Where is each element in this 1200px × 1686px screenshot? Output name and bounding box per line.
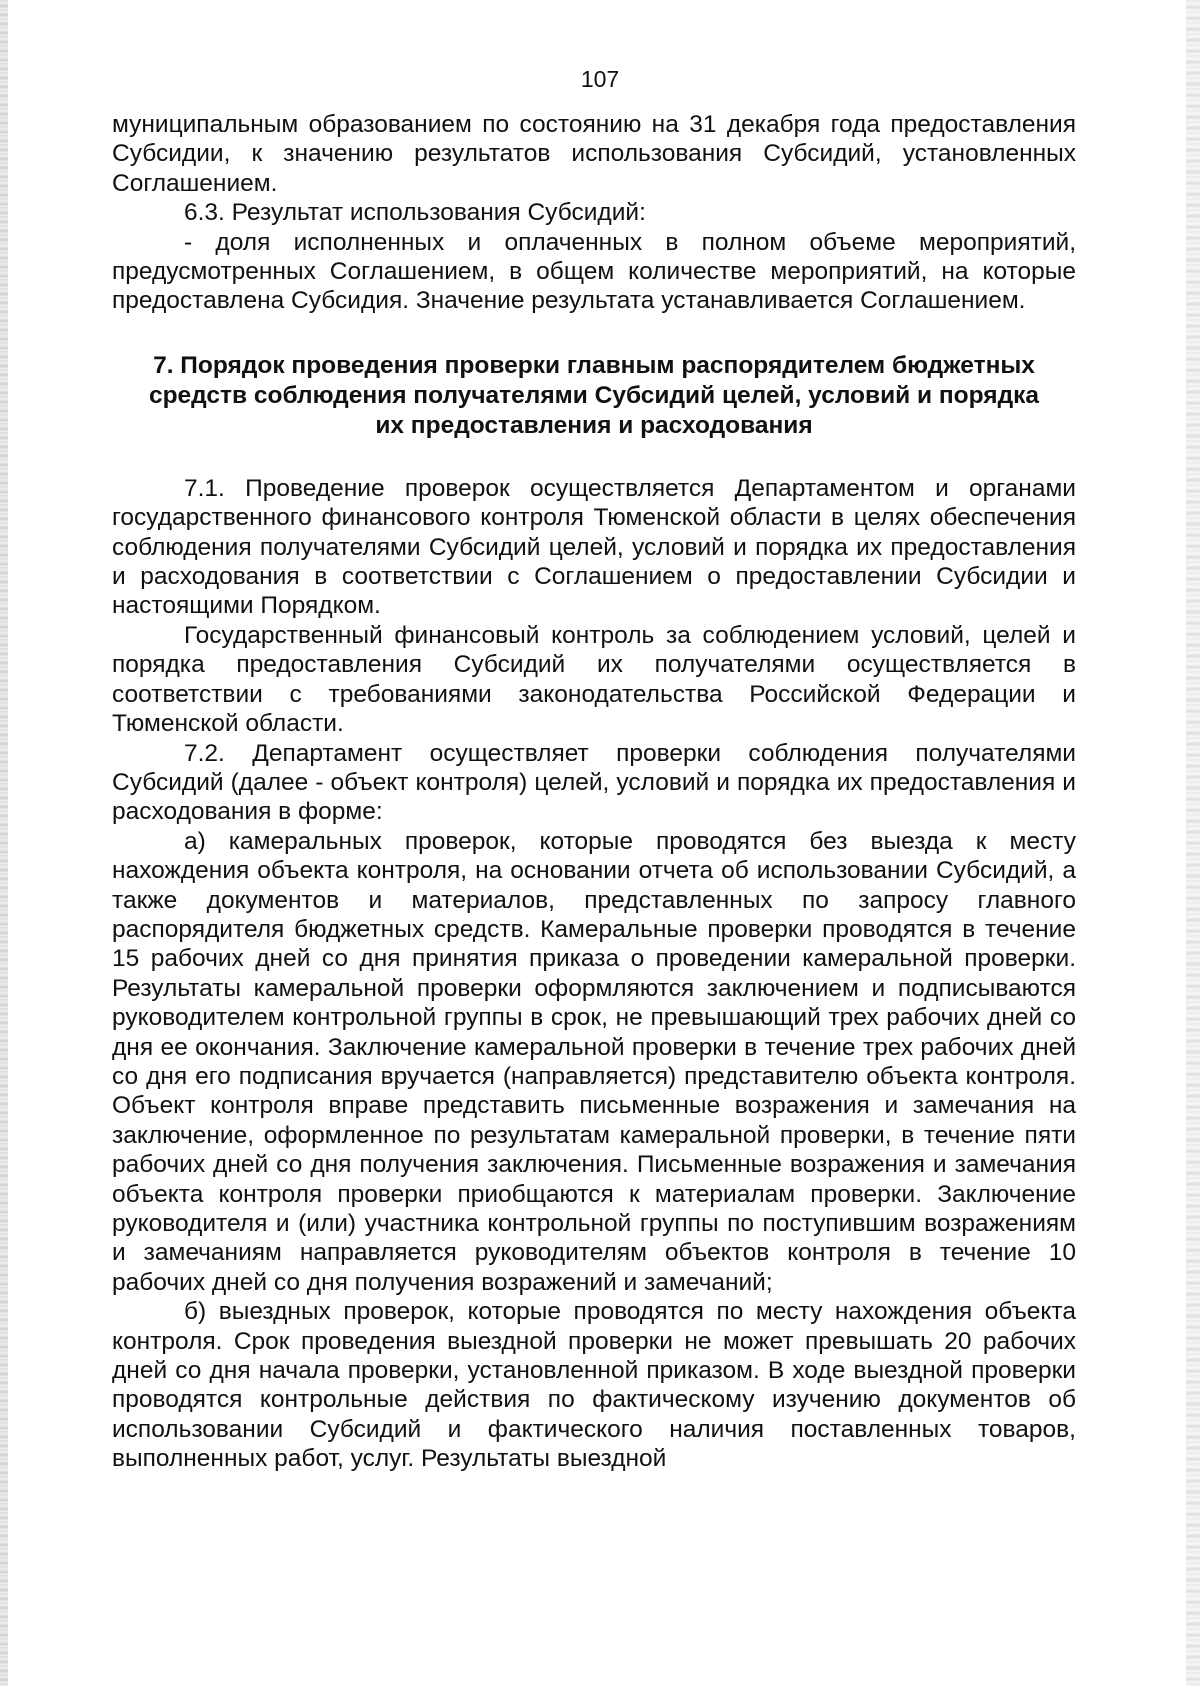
paragraph-result-share: - доля исполненных и оплаченных в полном объеме мероприятий, предусмотренных Соглашением, в общем количестве мероприятий, на которые предоставлена Субсидия. Значение результата устанавливается Соглашением. [112, 228, 1076, 315]
document-body [112, 110, 1076, 1474]
paragraph-continuation: муниципальным образованием по состоянию на 31 декабря года предоставления Субсидии, к значению результатов использования Субсидий, установленных Соглашением. [112, 111, 1076, 197]
section-7-heading-line-1: 7. Порядок проведения проверки главным распорядителем бюджетных [153, 351, 1035, 379]
page-number: 107 [580, 66, 620, 92]
scan-edge-right [1186, 0, 1200, 1686]
paragraph-6-3: 6.3. Результат использования Субсидий: [184, 199, 646, 227]
section-7-heading [112, 351, 1076, 441]
paragraph-state-control: Государственный финансовый контроль за соблюдением условий, целей и порядка предоставления Субсидий их получателями осуществляется в соответствии с требованиями законодательства Российской Федерации и Тюменской области. [112, 621, 1076, 738]
paragraph-7-2: 7.2. Департамент осуществляет проверки соблюдения получателями Субсидий (далее - объект контроля) целей, условий и порядка их предоставления и расходования в форме: [112, 739, 1076, 826]
section-7-heading-line-3: их предоставления и расходования [375, 411, 813, 439]
section-7-heading-line-2: средств соблюдения получателями Субсидий целей, условий и порядка [148, 381, 1040, 409]
paragraph-7-1: 7.1. Проведение проверок осуществляется Департаментом и органами государственного финансового контроля Тюменской области в целях обеспечения соблюдения получателями Субсидий целей, условий и порядка их предоставления и расходования в соответствии с Соглашением о предоставлении Субсидии и настоящими Порядком. [112, 474, 1076, 620]
paragraph-desk-audits: а) камеральных проверок, которые проводятся без выезда к месту нахождения объекта контроля, на основании отчета об использовании Субсидий, а также документов и материалов, представленных по запросу главного распорядителя бюджетных средств. Камеральные проверки проводятся в течение 15 рабочих дней со дня принятия приказа о проведении камеральной проверки. Результаты камеральной проверки оформляются заключением и подписываются руководителем контрольной группы в срок, не превышающий трех рабочих дней со дня ее окончания. Заключение камеральной проверки в течение трех рабочих дней со дня его подписания вручается (направляется) представителю объекта контроля. Объект контроля вправе представить письменные возражения и замечания на заключение, оформленное по результатам камеральной проверки, в течение пяти рабочих дней со дня получения заключения. Письменные возражения и замечания объекта контроля проверки приобщаются к материалам проверки. Заключение руководителя и (или) участника контрольной группы по поступившим возражениям и замечаниям направляется руководителям объектов контроля в течение 10 рабочих дней со дня получения возражений и замечаний; [112, 827, 1076, 1296]
scan-edge-left [0, 0, 8, 1686]
paragraph-field-audits: б) выездных проверок, которые проводятся по месту нахождения объекта контроля. Срок проведения выездной проверки не может превышать 20 рабочих дней со дня начала проверки, установленной приказом. В ходе выездной проверки проводятся контрольные действия по фактическому изучению документов об использовании Субсидий и фактического наличия поставленных товаров, выполненных работ, услуг. Результаты выездной [112, 1298, 1076, 1473]
